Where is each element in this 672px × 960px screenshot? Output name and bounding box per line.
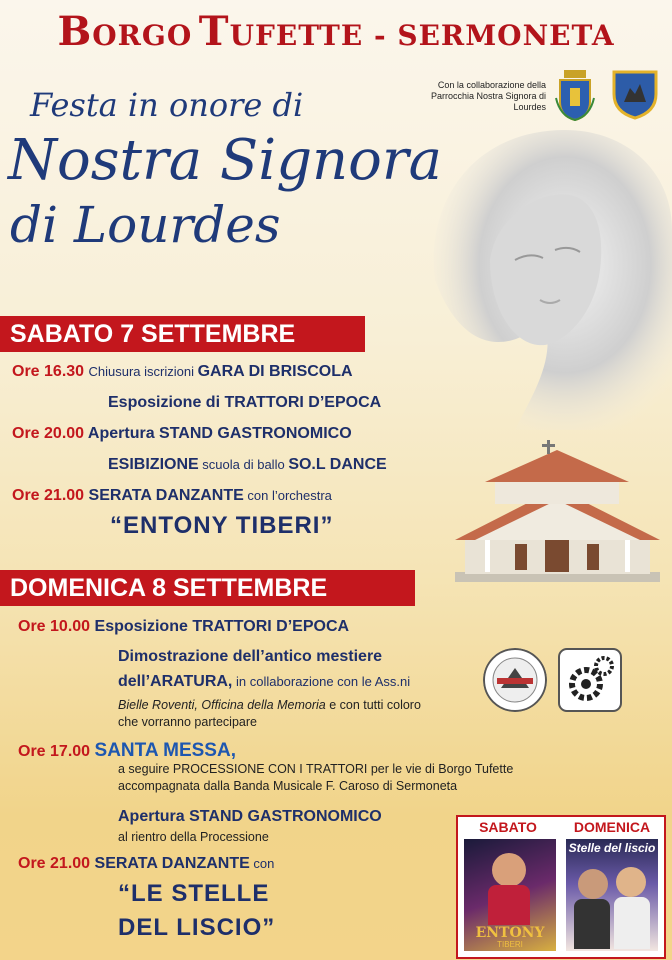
- singer-body-icon: [488, 885, 530, 925]
- performers-box: [456, 815, 666, 959]
- saturday-row-4: ESIBIZIONE scuola di ballo SO.L DANCE: [108, 456, 387, 473]
- singer2-body-icon: [614, 897, 650, 949]
- page-title: BORGO TUFETTE - SERMONETA: [57, 8, 615, 55]
- sunday-row-3: dell’ARATURA, in collaborazione con le Ass.ni: [118, 673, 411, 690]
- sunday-band-name-1: “LE STELLE: [118, 880, 270, 907]
- officina-della-memoria-logo-icon: [558, 648, 622, 712]
- church-illustration: [455, 440, 660, 585]
- sunday-row-8: accompagnata dalla Banda Musicale F. Caroso di Sermoneta: [118, 779, 458, 793]
- borgo-emblem-icon: [610, 68, 660, 120]
- singer1-face-icon: [578, 869, 608, 899]
- box-saturday-label: SABATO: [479, 819, 537, 835]
- festa-line-1: Festa in onore di: [30, 86, 304, 124]
- poster1-subtitle: TIBERI: [497, 940, 523, 949]
- saturday-row-2: Esposizione di TRATTORI D’EPOCA: [108, 394, 382, 411]
- sunday-banner: DOMENICA 8 SETTEMBRE: [0, 570, 415, 606]
- saturday-banner: SABATO 7 SETTEMBRE: [0, 316, 365, 352]
- sunday-row-6: Ore 17.00 SANTA MESSA,: [18, 740, 236, 761]
- sermoneta-coat-of-arms-icon: [552, 68, 598, 124]
- entony-tiberi-poster: [464, 839, 556, 951]
- sunday-row-9: Apertura STAND GASTRONOMICO: [118, 808, 382, 825]
- sunday-row-7: a seguire PROCESSIONE CON I TRATTORI per le vie di Borgo Tufette: [118, 762, 514, 776]
- singer1-body-icon: [574, 899, 610, 949]
- sunday-row-1: Ore 10.00 Esposizione TRATTORI D’EPOCA: [18, 618, 350, 635]
- poster2-title: Stelle del liscio: [568, 841, 656, 855]
- festa-line-3: di Lourdes: [10, 196, 281, 254]
- sunday-row-2: Dimostrazione dell’antico mestiere: [118, 648, 383, 665]
- sunday-row-10: al rientro della Processione: [118, 830, 269, 844]
- stelle-del-liscio-poster: [566, 839, 658, 951]
- bielle-roventi-logo-icon: [483, 648, 547, 712]
- sunday-band-name-2: DEL LISCIO”: [118, 914, 276, 941]
- saturday-row-3: Ore 20.00 Apertura STAND GASTRONOMICO: [12, 425, 352, 442]
- sunday-row-4: Bielle Roventi, Officina della Memoria e con tutti coloro: [118, 698, 421, 712]
- saturday-orchestra-name: “ENTONY TIBERI”: [110, 512, 334, 539]
- sunday-row-11: Ore 21.00 SERATA DANZANTE con: [18, 855, 275, 872]
- collaboration-text: Con la collaborazione della Parrocchia Nostra Signora di Lourdes: [430, 80, 546, 112]
- box-sunday-label: DOMENICA: [573, 819, 651, 835]
- saturday-row-5: Ore 21.00 SERATA DANZANTE con l’orchestra: [12, 487, 332, 504]
- singer2-face-icon: [616, 867, 646, 897]
- sunday-row-5: che vorranno partecipare: [118, 715, 257, 729]
- singer-face-icon: [492, 853, 526, 887]
- saturday-row-1: Ore 16.30 Chiusura iscrizioni GARA DI BRISCOLA: [12, 363, 353, 380]
- festa-line-2: Nostra Signora: [8, 128, 442, 193]
- poster1-title: ENTONY: [475, 925, 545, 941]
